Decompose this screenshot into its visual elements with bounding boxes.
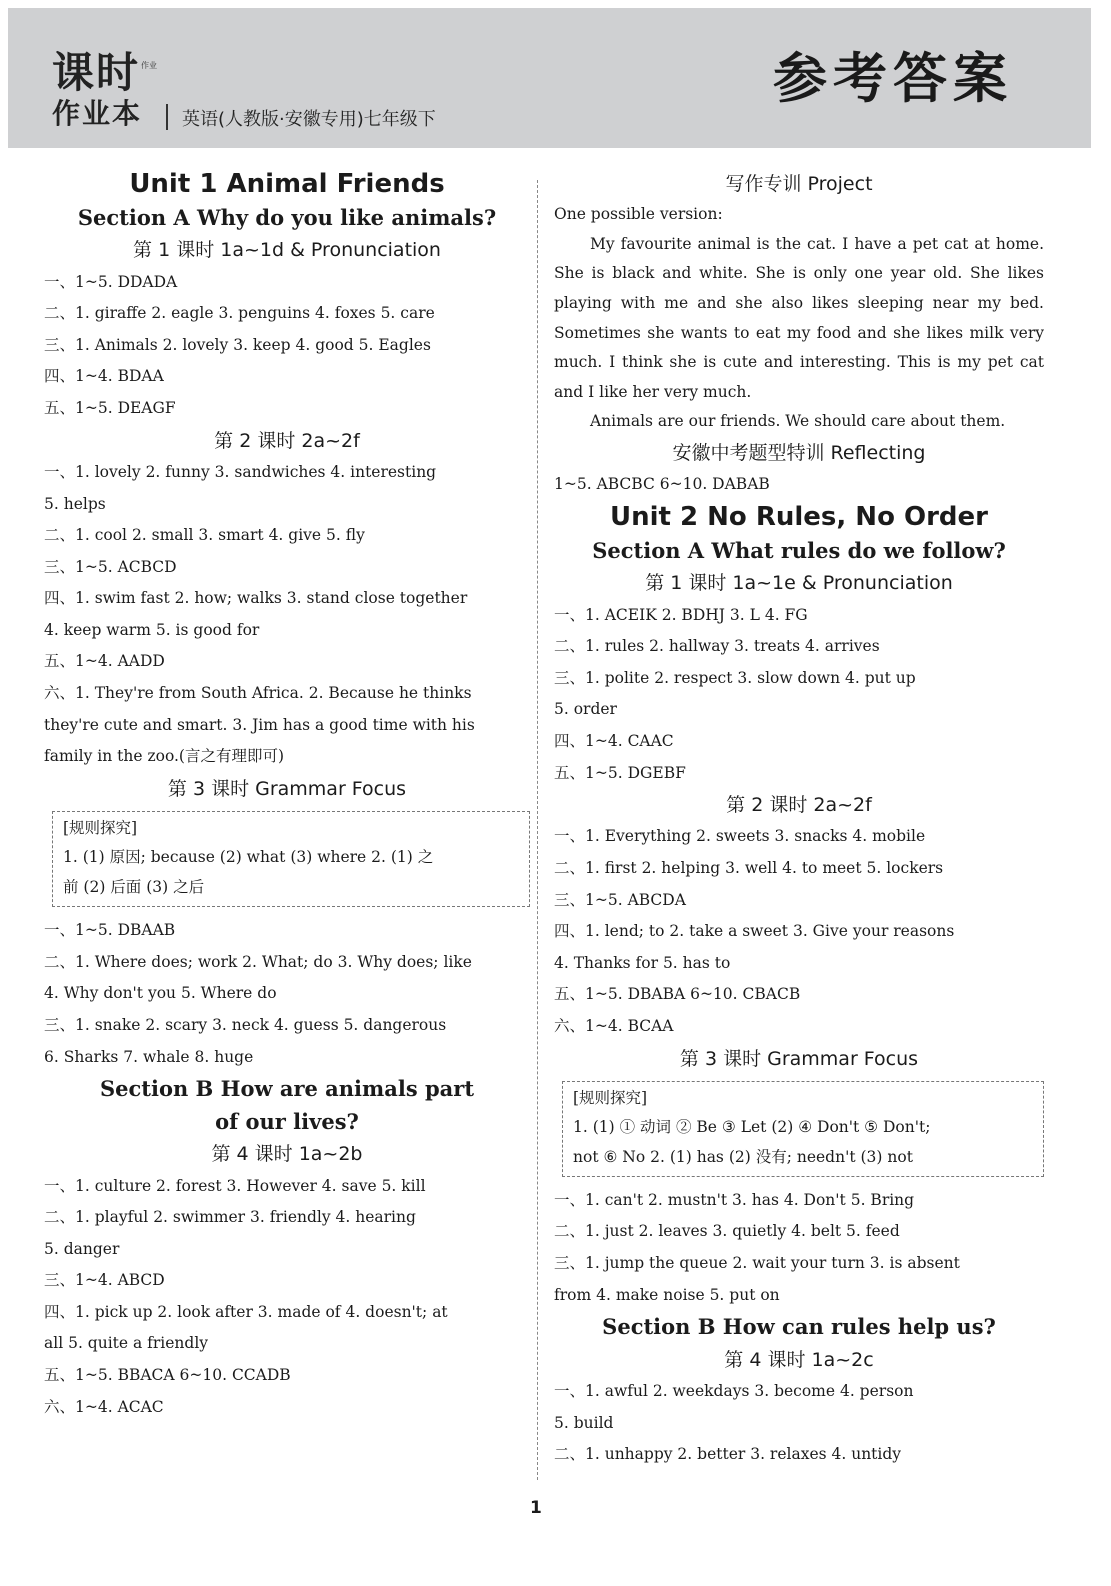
unit2-lesson1-title: 第 1 课时 1a~1e & Pronunciation: [645, 572, 953, 595]
answer-line: 1~5. ABCBC 6~10. DABAB: [554, 475, 770, 494]
answer-line: 一、1~5. DBAAB: [44, 921, 176, 940]
answer-line: 一、1~5. DDADA: [44, 272, 178, 291]
answer-line: 二、1. unhappy 2. better 3. relaxes 4. untidy: [554, 1445, 902, 1464]
answer-line: 三、1. jump the queue 2. wait your turn 3. is absent: [554, 1254, 960, 1273]
unit1-title: Unit 1 Animal Friends: [129, 169, 445, 199]
rule-box-line: 前 (2) 后面 (3) 之后: [63, 878, 205, 897]
answer-line: 4. keep warm 5. is good for: [44, 620, 260, 639]
project-intro: One possible version:: [554, 205, 723, 224]
header-divider: [166, 104, 168, 130]
right-column: [554, 168, 1044, 1471]
answer-line: 三、1~5. ACBCD: [44, 557, 177, 576]
answer-line: from 4. make noise 5. put on: [554, 1285, 780, 1304]
answer-line: 四、1. swim fast 2. how; walks 3. stand close together: [44, 589, 468, 608]
rule-box-line: 1. (1) ① 动词 ② Be ③ Let (2) ④ Don't ⑤ Don't;: [573, 1117, 931, 1136]
answer-line: 三、1~5. ABCDA: [554, 890, 686, 909]
answer-line: 4. Thanks for 5. has to: [554, 953, 731, 972]
answer-line: 四、1. lend; to 2. take a sweet 3. Give your reasons: [554, 922, 955, 941]
page-number: 1: [530, 1498, 542, 1518]
column-divider: [537, 180, 538, 1480]
answer-line: 一、1. lovely 2. funny 3. sandwiches 4. interesting: [44, 462, 437, 481]
unit1-lesson2-title: 第 2 课时 2a~2f: [214, 429, 360, 452]
answer-line: 四、1~4. BDAA: [44, 367, 164, 386]
unit1-sectionB-title: Section B How are animals part: [99, 1076, 475, 1102]
answer-line: 5. order: [554, 700, 617, 719]
answers-title: 参考答案: [773, 47, 1013, 110]
unit2-sectionB-title: Section B How can rules help us?: [602, 1314, 996, 1340]
project-title: 写作专训 Project: [725, 173, 873, 195]
answer-line: 一、1. ACEIK 2. BDHJ 3. L 4. FG: [554, 605, 808, 624]
answer-line: 六、1~4. BCAA: [554, 1017, 674, 1035]
answer-line: 三、1. Animals 2. lovely 3. keep 4. good 5. Eagles: [44, 335, 431, 354]
rule-exploration-box: [52, 811, 530, 907]
answer-line: 三、1. snake 2. scary 3. neck 4. guess 5. dangerous: [44, 1015, 447, 1034]
unit1-lesson3-title: 第 3 课时 Grammar Focus: [167, 777, 407, 800]
unit2-lesson4-title: 第 4 课时 1a~2c: [724, 1348, 874, 1371]
answer-line: all 5. quite a friendly: [44, 1334, 209, 1353]
answer-line: 五、1~5. DGEBF: [554, 763, 686, 782]
answer-line: 4. Why don't you 5. Where do: [44, 984, 277, 1003]
unit2-title: Unit 2 No Rules, No Order: [610, 501, 988, 532]
answer-line: 一、1. Everything 2. sweets 3. snacks 4. mobile: [554, 827, 926, 846]
unit2-sectionA-title: Section A What rules do we follow?: [592, 537, 1006, 563]
answer-line: 五、1~4. AADD: [44, 652, 165, 671]
answer-line: 二、1. giraffe 2. eagle 3. penguins 4. foxes 5. care: [44, 304, 435, 323]
brand-logo-top: 课时: [52, 48, 141, 97]
answer-line: 五、1~5. DEAGF: [44, 399, 176, 418]
answer-line: 三、1. polite 2. respect 3. slow down 4. put up: [554, 668, 916, 687]
answer-line: 6. Sharks 7. whale 8. huge: [44, 1047, 254, 1066]
project-essay-paragraph: Animals are our friends. We should care about them.: [590, 412, 1006, 431]
project-essay-paragraph: My favourite animal is the cat. I have a pet cat at home. She is black and white. She is only one year old. She likes playing with me and she also likes sleeping near my bed. Sometimes she wants to eat my food and she likes milk very much. I think she is cute and interesting. This is my pet cat and I like her very much.: [554, 234, 1044, 401]
answer-line: 二、1. playful 2. swimmer 3. friendly 4. hearing: [44, 1208, 416, 1227]
unit1-sectionA-title: Section A Why do you like animals?: [77, 204, 497, 230]
answer-line: 六、1~4. ACAC: [44, 1397, 164, 1416]
subject-label: 英语(人教版·安徽专用)七年级下: [182, 109, 436, 130]
answer-line: 一、1. can't 2. mustn't 3. has 4. Don't 5. Bring: [554, 1190, 915, 1209]
left-column: [44, 168, 530, 1423]
rule-box-line: not ⑥ No 2. (1) has (2) 没有; needn't (3) not: [573, 1147, 913, 1166]
answer-line: 5. helps: [44, 494, 106, 513]
answer-line: 三、1~4. ABCD: [44, 1271, 165, 1290]
answer-line: 二、1. Where does; work 2. What; do 3. Why does; like: [44, 952, 472, 971]
answer-line: 一、1. awful 2. weekdays 3. become 4. person: [554, 1382, 914, 1401]
unit2-lesson2-title: 第 2 课时 2a~2f: [726, 794, 872, 817]
answer-line: 五、1~5. BBACA 6~10. CCADB: [44, 1366, 291, 1385]
unit1-lesson1-title: 第 1 课时 1a~1d & Pronunciation: [133, 239, 441, 262]
answer-line: 二、1. rules 2. hallway 3. treats 4. arrives: [554, 637, 880, 656]
rule-box-line: 1. (1) 原因; because (2) what (3) where 2. (1) 之: [63, 848, 434, 867]
answer-line: 四、1~4. CAAC: [554, 731, 674, 750]
unit1-lesson4-title: 第 4 课时 1a~2b: [211, 1143, 363, 1166]
answer-line: 二、1. just 2. leaves 3. quietly 4. belt 5. feed: [554, 1222, 900, 1241]
answer-line: 一、1. culture 2. forest 3. However 4. save 5. kill: [44, 1176, 426, 1195]
answer-line: 5. build: [554, 1413, 614, 1432]
answer-line: family in the zoo.(言之有理即可): [44, 747, 285, 766]
rule-box-label: [规则探究]: [63, 819, 138, 838]
rule-exploration-box: [562, 1081, 1044, 1177]
reflecting-title: 安徽中考题型特训 Reflecting: [672, 442, 926, 465]
answer-line: 5. danger: [44, 1239, 120, 1258]
unit1-sectionB-title-cont: of our lives?: [215, 1108, 359, 1134]
answer-line: 四、1. pick up 2. look after 3. made of 4. doesn't; at: [44, 1302, 448, 1321]
unit2-lesson3-title: 第 3 课时 Grammar Focus: [679, 1047, 919, 1070]
answer-line: 六、1. They're from South Africa. 2. Because he thinks: [44, 684, 472, 703]
answer-line: 二、1. cool 2. small 3. smart 4. give 5. fly: [44, 526, 365, 545]
answer-line: 二、1. first 2. helping 3. well 4. to meet 5. lockers: [554, 859, 944, 878]
brand-logo-small-text: 作业: [141, 61, 157, 70]
answer-line: 五、1~5. DBABA 6~10. CBACB: [554, 985, 801, 1004]
page-header: [8, 8, 1091, 148]
rule-box-label: [规则探究]: [573, 1088, 648, 1107]
brand-logo-bottom: 作业本: [52, 97, 143, 130]
answer-line: they're cute and smart. 3. Jim has a good time with his: [44, 715, 475, 734]
